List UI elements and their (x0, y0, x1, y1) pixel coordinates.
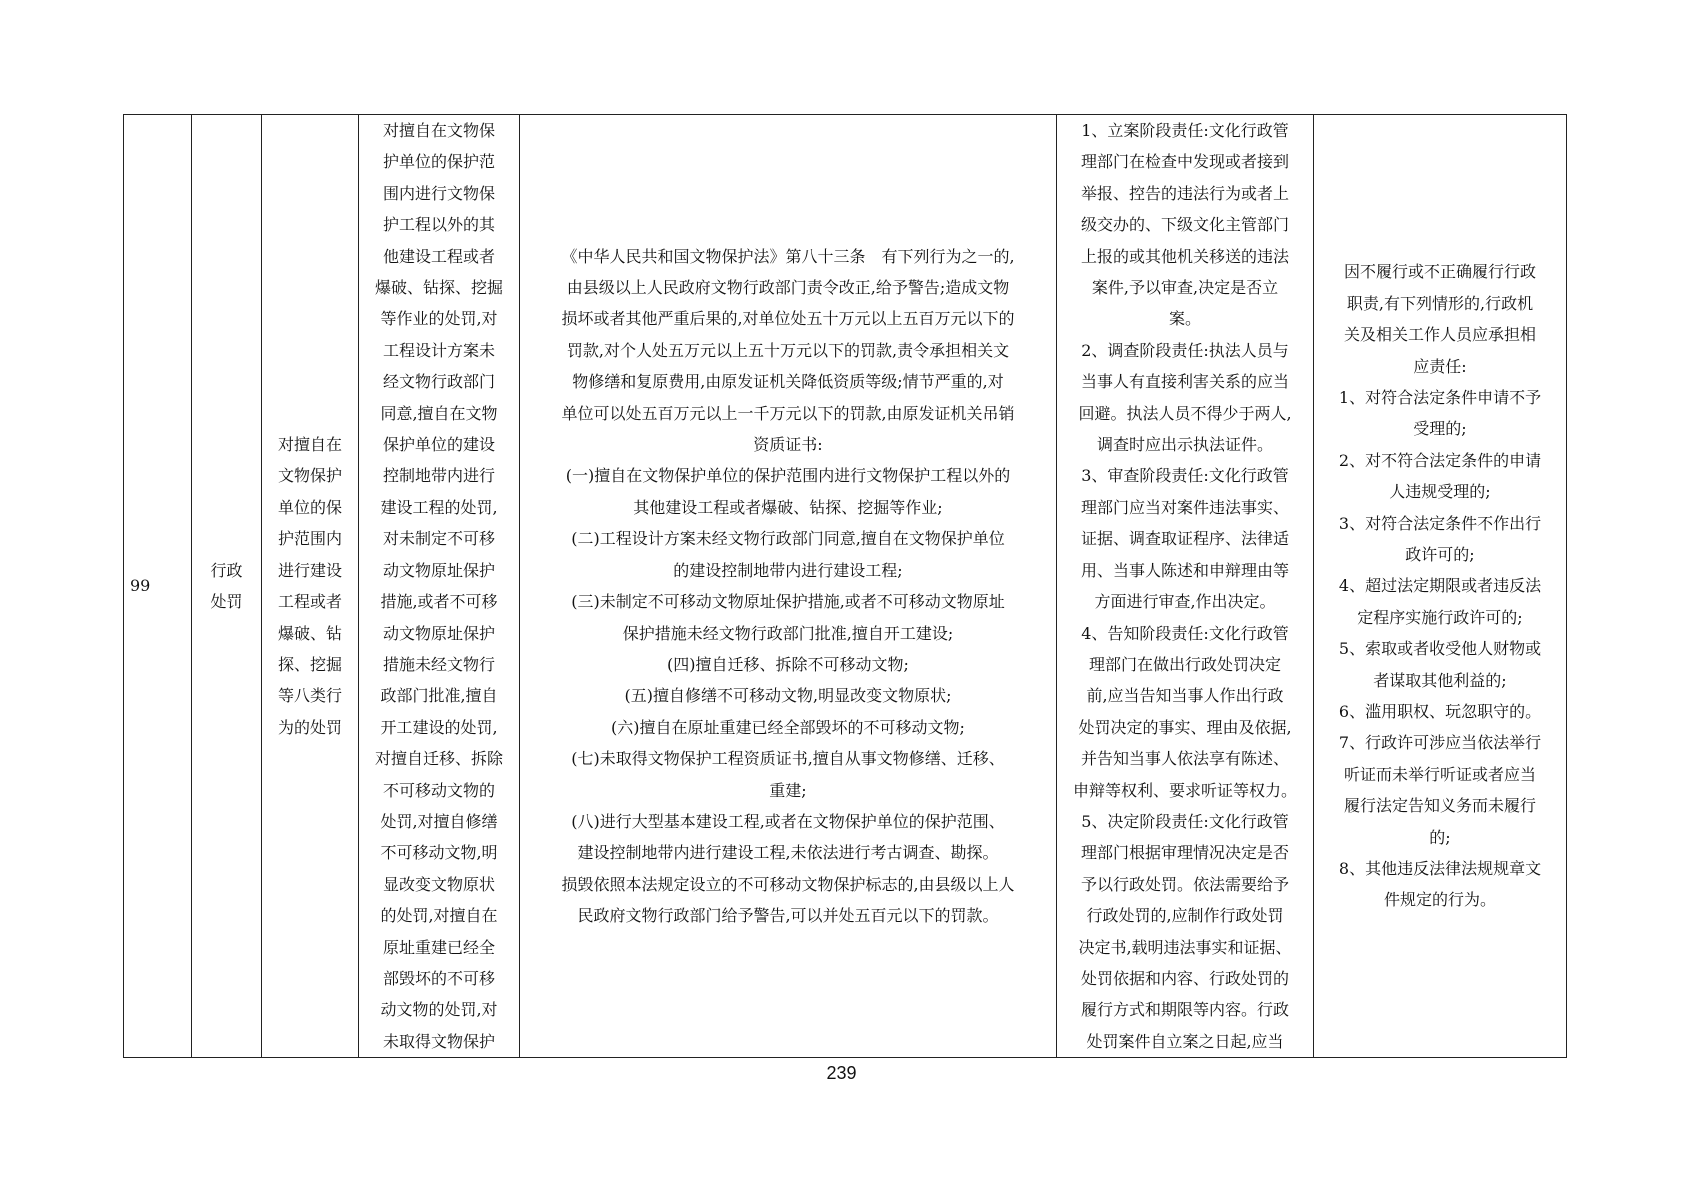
text-line: 措施未经文物行 (382, 654, 495, 674)
responsibility-stages (1057, 115, 1314, 1058)
text-line: 予以行政处罚。依法需要给予 (1080, 874, 1289, 894)
table-row (124, 115, 1567, 1058)
text-line: 理部门在做出行政处罚决定 (1088, 654, 1281, 674)
text-line: 案件,予以审查,决定是否立 (1091, 278, 1279, 298)
text-line: 行政 (210, 560, 243, 580)
text-line: 其他建设工程或者爆破、钻探、挖掘等作业; (633, 497, 943, 517)
text-line: 对擅自在文物保 (382, 121, 495, 140)
text-line: 等作业的处罚,对 (380, 309, 498, 329)
text-line: 处罚案件自立案之日起,应当 (1086, 1031, 1284, 1051)
page-number: 239 (826, 1063, 857, 1083)
text-line: 开工建设的处罚, (380, 717, 498, 737)
text-line: 3、审查阶段责任:文化行政管 (1081, 466, 1289, 486)
text-line: 决定书,载明违法事实和证据、 (1078, 937, 1292, 957)
text-line: 资质证书: (753, 435, 823, 455)
text-line: 护工程以外的其 (382, 215, 495, 235)
text-line: (六)擅自在原址重建已经全部毁坏的不可移动文物; (611, 717, 965, 737)
text-line: 动文物的处罚,对 (380, 1000, 498, 1020)
text-line: 动文物原址保护 (382, 560, 495, 580)
text-line: (一)擅自在文物保护单位的保护范围内进行文物保护工程以外的 (565, 466, 1011, 486)
text-line: 未取得文物保护 (382, 1031, 495, 1051)
text-line: 举报、控告的违法行为或者上 (1080, 183, 1289, 203)
text-line: 单位的保 (277, 497, 342, 517)
responsibility-table (123, 114, 1567, 1058)
text-line: 护单位的保护范 (382, 152, 495, 172)
text-line: 回避。执法人员不得少于两人, (1078, 403, 1292, 423)
text-line: 理部门根据审理情况决定是否 (1080, 843, 1289, 863)
text-line: (七)未取得文物保护工程资质证书,擅自从事文物修缮、迁移、 (571, 749, 1005, 769)
text-line: 8、其他违反法律法规规章文 (1338, 859, 1542, 879)
text-line: 理部门应当对案件违法事实、 (1080, 497, 1289, 517)
text-line: 处罚 (210, 592, 243, 612)
text-line: 2、对不符合法定条件的申请 (1338, 450, 1542, 470)
text-line: 件规定的行为。 (1383, 890, 1496, 910)
item-name (262, 115, 359, 1058)
text-line: 案。 (1168, 309, 1201, 329)
text-line: 罚款,对个人处五万元以上五十万元以下的罚款,责令承担相关文 (566, 340, 1010, 360)
text-line: 对擅自迁移、拆除 (374, 749, 503, 769)
text-line: 显改变文物原状 (382, 874, 495, 894)
text-line: 爆破、钻探、挖掘 (374, 278, 503, 298)
text-line: 听证而未举行听证或者应当 (1343, 764, 1536, 784)
text-line: 2、调查阶段责任:执法人员与 (1081, 340, 1289, 360)
text-line: 同意,擅自在文物 (380, 403, 498, 423)
text-line: 1、对符合法定条件申请不予 (1338, 387, 1542, 407)
text-line: 对未制定不可移 (382, 529, 495, 549)
text-line: 行政处罚的,应制作行政处罚 (1086, 906, 1284, 926)
text-line: 当事人有直接利害关系的应当 (1080, 372, 1289, 392)
text-line: 因不履行或不正确履行行政 (1343, 262, 1536, 282)
text-line: 7、行政许可涉应当依法举行 (1338, 733, 1542, 753)
text-line: 的; (1429, 827, 1451, 847)
text-line: 职责,有下列情形的,行政机 (1346, 293, 1534, 313)
text-line: 由县级以上人民政府文物行政部门责令改正,给予警告;造成文物 (566, 278, 1010, 298)
text-line: 前,应当告知当事人作出行政 (1086, 686, 1284, 706)
text-line: 动文物原址保护 (382, 623, 495, 643)
text-line: 履行方式和期限等内容。行政 (1080, 1000, 1289, 1020)
accountability-clauses (1314, 115, 1567, 1058)
text-line: 政许可的; (1405, 544, 1475, 564)
text-line: 工程设计方案未 (382, 340, 495, 360)
text-line: 并告知当事人依法享有陈述、 (1080, 749, 1289, 769)
text-line: 对擅自在 (277, 435, 342, 455)
text-line: 5、索取或者收受他人财物或 (1338, 639, 1542, 659)
text-line: 的建设控制地带内进行建设工程; (673, 560, 903, 580)
text-line: 级交办的、下级文化主管部门 (1080, 215, 1289, 235)
text-line: 损坏或者其他严重后果的,对单位处五十万元以上五百万元以下的 (561, 309, 1015, 329)
text-line: 不可移动文物,明 (380, 843, 498, 863)
text-line: 经文物行政部门 (382, 372, 495, 392)
text-line: (三)未制定不可移动文物原址保护措施,或者不可移动文物原址 (571, 592, 1005, 612)
text-line: (二)工程设计方案未经文物行政部门同意,擅自在文物保护单位 (571, 529, 1005, 549)
text-line: 方面进行审查,作出决定。 (1094, 592, 1276, 612)
text-line: 应责任: (1413, 356, 1467, 376)
text-line: 探、挖掘 (277, 654, 342, 674)
text-line: 民政府文物行政部门给予警告,可以并处五百元以下的罚款。 (577, 906, 999, 926)
text-line: 单位可以处五百万元以上一千万元以下的罚款,由原发证机关吊销 (561, 403, 1015, 423)
text-line: 处罚,对擅自修缮 (380, 811, 498, 831)
text-line: 《中华人民共和国文物保护法》第八十三条 有下列行为之一的, (561, 246, 1015, 266)
text-line: 6、滥用职权、玩忽职守的。 (1338, 702, 1542, 722)
text-line: 人违规受理的; (1389, 482, 1491, 502)
text-line: 5、决定阶段责任:文化行政管 (1081, 811, 1289, 831)
text-line: 原址重建已经全 (382, 937, 495, 957)
text-line: 调查时应出示执法证件。 (1096, 435, 1273, 455)
text-line: 4、告知阶段责任:文化行政管 (1081, 623, 1289, 643)
text-line: 工程或者 (277, 592, 342, 612)
text-line: 保护措施未经文物行政部门批准,擅自开工建设; (622, 623, 954, 643)
text-line: 建设工程的处罚, (380, 497, 498, 517)
text-line: 控制地带内进行 (382, 466, 495, 486)
text-line: 政部门批准,擅自 (380, 686, 498, 706)
text-line: 处罚决定的事实、理由及依据, (1078, 717, 1292, 737)
text-line: 者谋取其他利益的; (1373, 670, 1507, 690)
text-line: 定程序实施行政许可的; (1357, 607, 1523, 627)
text-line: 保护单位的建设 (382, 435, 495, 455)
text-line: 关及相关工作人员应承担相 (1343, 325, 1536, 345)
text-line: (八)进行大型基本建设工程,或者在文物保护单位的保护范围、 (571, 811, 1005, 831)
text-line: 物修缮和复原费用,由原发证机关降低资质等级;情节严重的,对 (572, 372, 1004, 392)
text-line: 他建设工程或者 (382, 246, 495, 266)
text-line: 围内进行文物保 (382, 183, 495, 203)
text-line: 1、立案阶段责任:文化行政管 (1081, 121, 1289, 140)
text-line: 用、当事人陈述和申辩理由等 (1080, 560, 1289, 580)
text-line: 部毁坏的不可移 (382, 968, 495, 988)
text-line: 4、超过法定期限或者违反法 (1338, 576, 1542, 596)
text-line: 申辩等权利、要求听证等权力。 (1072, 780, 1297, 800)
text-line: (四)擅自迁移、拆除不可移动文物; (667, 654, 909, 674)
text-line: 为的处罚 (277, 717, 342, 737)
text-line: 证据、调查取证程序、法律适 (1080, 529, 1289, 549)
text-line: 等八类行 (277, 686, 342, 706)
text-line: 不可移动文物的 (382, 780, 495, 800)
item-number: 99 (124, 115, 192, 1058)
text-line: 3、对符合法定条件不作出行 (1338, 513, 1542, 533)
text-line: 进行建设 (277, 560, 342, 580)
text-line: 措施,或者不可移 (380, 592, 498, 612)
text-line: 文物保护 (277, 466, 342, 486)
text-line: 损毁依照本法规定设立的不可移动文物保护标志的,由县级以上人 (561, 874, 1015, 894)
text-line: 护范围内 (277, 529, 342, 549)
text-line: 的处罚,对擅自在 (380, 906, 498, 926)
text-line: 上报的或其他机关移送的违法 (1080, 246, 1289, 266)
legal-basis (520, 115, 1057, 1058)
text-line: 爆破、钻 (277, 623, 342, 643)
text-line: 履行法定告知义务而未履行 (1343, 796, 1536, 816)
sub-item-description (359, 115, 520, 1058)
text-line: (五)擅自修缮不可移动文物,明显改变文物原状; (624, 686, 952, 706)
text-line: 理部门在检查中发现或者接到 (1080, 152, 1289, 172)
power-type (192, 115, 262, 1058)
text-line: 重建; (769, 780, 807, 800)
text-line: 建设控制地带内进行建设工程,未依法进行考古调查、勘探。 (577, 843, 999, 863)
text-line: 处罚依据和内容、行政处罚的 (1080, 968, 1289, 988)
text-line: 受理的; (1413, 419, 1467, 439)
